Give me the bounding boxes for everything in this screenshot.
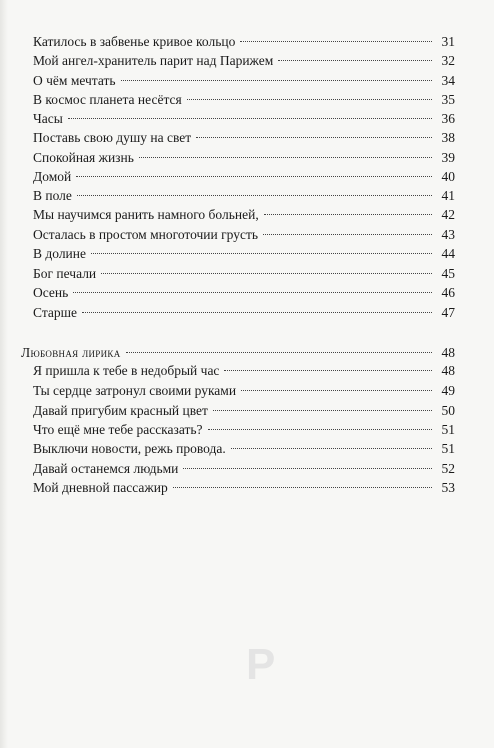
toc-entry[interactable] <box>33 420 455 440</box>
toc-entry-page: 43 <box>441 227 455 242</box>
toc-entry-title: Мой ангел-хранитель парит над Парижем <box>33 53 274 68</box>
toc-entry[interactable] <box>33 361 455 381</box>
toc-entry-page: 51 <box>441 422 455 437</box>
toc-leader-dots <box>126 352 432 353</box>
toc-entry-page: 31 <box>441 34 455 49</box>
toc-entry-title: Осень <box>33 285 69 300</box>
toc-entry[interactable] <box>33 303 455 323</box>
toc-entry-title: Спокойная жизнь <box>33 150 134 165</box>
toc-entry-title: Мы научимся ранить намного больней, <box>33 207 259 222</box>
toc-entry-title: Бог печали <box>33 266 97 281</box>
toc-entry-page: 49 <box>441 383 455 398</box>
toc-entry-title: Осталась в простом многоточии грусть <box>33 227 259 242</box>
toc-leader-dots <box>213 410 432 411</box>
toc-entry-page: 45 <box>441 266 455 281</box>
page-edge-shadow <box>0 0 8 748</box>
toc-entry-page: 35 <box>441 92 455 107</box>
toc-section-heading[interactable] <box>21 343 455 363</box>
toc-leader-dots <box>263 234 432 235</box>
toc-leader-dots <box>173 487 432 488</box>
publisher-logo-bleed: P <box>246 640 276 689</box>
toc-entry-title: Часы <box>33 111 63 126</box>
toc-entry[interactable] <box>33 205 455 225</box>
toc-entry-page: 50 <box>441 403 455 418</box>
toc-entry-title: Ты сердце затронул своими руками <box>33 383 237 398</box>
toc-leader-dots <box>278 60 432 61</box>
toc-entry-title: Домой <box>33 169 72 184</box>
toc-entry-page: 46 <box>441 285 455 300</box>
toc-leader-dots <box>73 292 432 293</box>
toc-leader-dots <box>196 137 432 138</box>
toc-entry-page: 47 <box>441 305 455 320</box>
toc-leader-dots <box>240 41 432 42</box>
toc-entry-title: Давай пригубим красный цвет <box>33 403 208 418</box>
toc-entry-page: 39 <box>441 150 455 165</box>
toc-entry-page: 34 <box>441 73 455 88</box>
toc-entry-page: 38 <box>441 130 455 145</box>
toc-entry[interactable] <box>33 128 455 148</box>
toc-leader-dots <box>139 157 432 158</box>
toc-entry-page: 36 <box>441 111 455 126</box>
toc-entry[interactable] <box>33 264 455 284</box>
toc-entry[interactable] <box>33 401 455 421</box>
toc-entry[interactable] <box>33 109 455 129</box>
toc-entry-page: 51 <box>441 441 455 456</box>
toc-leader-dots <box>82 312 432 313</box>
toc-entry-title: В космос планета несётся <box>33 92 182 107</box>
toc-leader-dots <box>76 176 432 177</box>
toc-leader-dots <box>224 370 432 371</box>
toc-entry-title: Мой дневной пассажир <box>33 480 168 495</box>
toc-leader-dots <box>121 80 432 81</box>
toc-leader-dots <box>187 99 432 100</box>
toc-entry-page: 48 <box>441 363 455 378</box>
toc-entry-page: 42 <box>441 207 455 222</box>
toc-entry[interactable] <box>33 32 455 52</box>
toc-entry[interactable] <box>33 51 455 71</box>
toc-entry-title: В поле <box>33 188 72 203</box>
toc-entry-page: 44 <box>441 246 455 261</box>
toc-entry-page: 41 <box>441 188 455 203</box>
toc-entry[interactable] <box>33 167 455 187</box>
toc-entry-title: Давай останемся людьми <box>33 461 179 476</box>
toc-leader-dots <box>68 118 432 119</box>
toc-entry-title: Выключи новости, режь провода. <box>33 441 226 456</box>
toc-entry-title: Катилось в забвенье кривое кольцо <box>33 34 236 49</box>
toc-entry-title: Что ещё мне тебе рассказать? <box>33 422 203 437</box>
toc-leader-dots <box>264 214 432 215</box>
toc-leader-dots <box>183 468 432 469</box>
toc-entry[interactable] <box>33 459 455 479</box>
toc-leader-dots <box>208 429 432 430</box>
toc-entry[interactable] <box>33 71 455 91</box>
toc-entry-page: 32 <box>441 53 455 68</box>
toc-entry[interactable] <box>33 478 455 498</box>
toc-section-title: Любовная лирика <box>21 345 121 360</box>
toc-leader-dots <box>241 390 432 391</box>
toc-entry[interactable] <box>33 225 455 245</box>
toc-entry-page: 40 <box>441 169 455 184</box>
toc-leader-dots <box>231 448 432 449</box>
toc-entry-title: В долине <box>33 246 86 261</box>
toc-entry-title: Старше <box>33 305 78 320</box>
toc-entry[interactable] <box>33 186 455 206</box>
toc-entry-title: Я пришла к тебе в недобрый час <box>33 363 220 378</box>
toc-leader-dots <box>91 253 432 254</box>
toc-leader-dots <box>77 195 432 196</box>
toc-entry[interactable] <box>33 381 455 401</box>
toc-entry-title: Поставь свою душу на свет <box>33 130 192 145</box>
toc-entry[interactable] <box>33 148 455 168</box>
toc-entry[interactable] <box>33 283 455 303</box>
toc-entry-page: 52 <box>441 461 455 476</box>
toc-entry-page: 53 <box>441 480 455 495</box>
toc-entry[interactable] <box>33 90 455 110</box>
toc-entry[interactable] <box>33 244 455 264</box>
toc-leader-dots <box>101 273 432 274</box>
toc-entry-title: О чём мечтать <box>33 73 116 88</box>
toc-entry[interactable] <box>33 439 455 459</box>
toc-section-page: 48 <box>441 345 455 360</box>
